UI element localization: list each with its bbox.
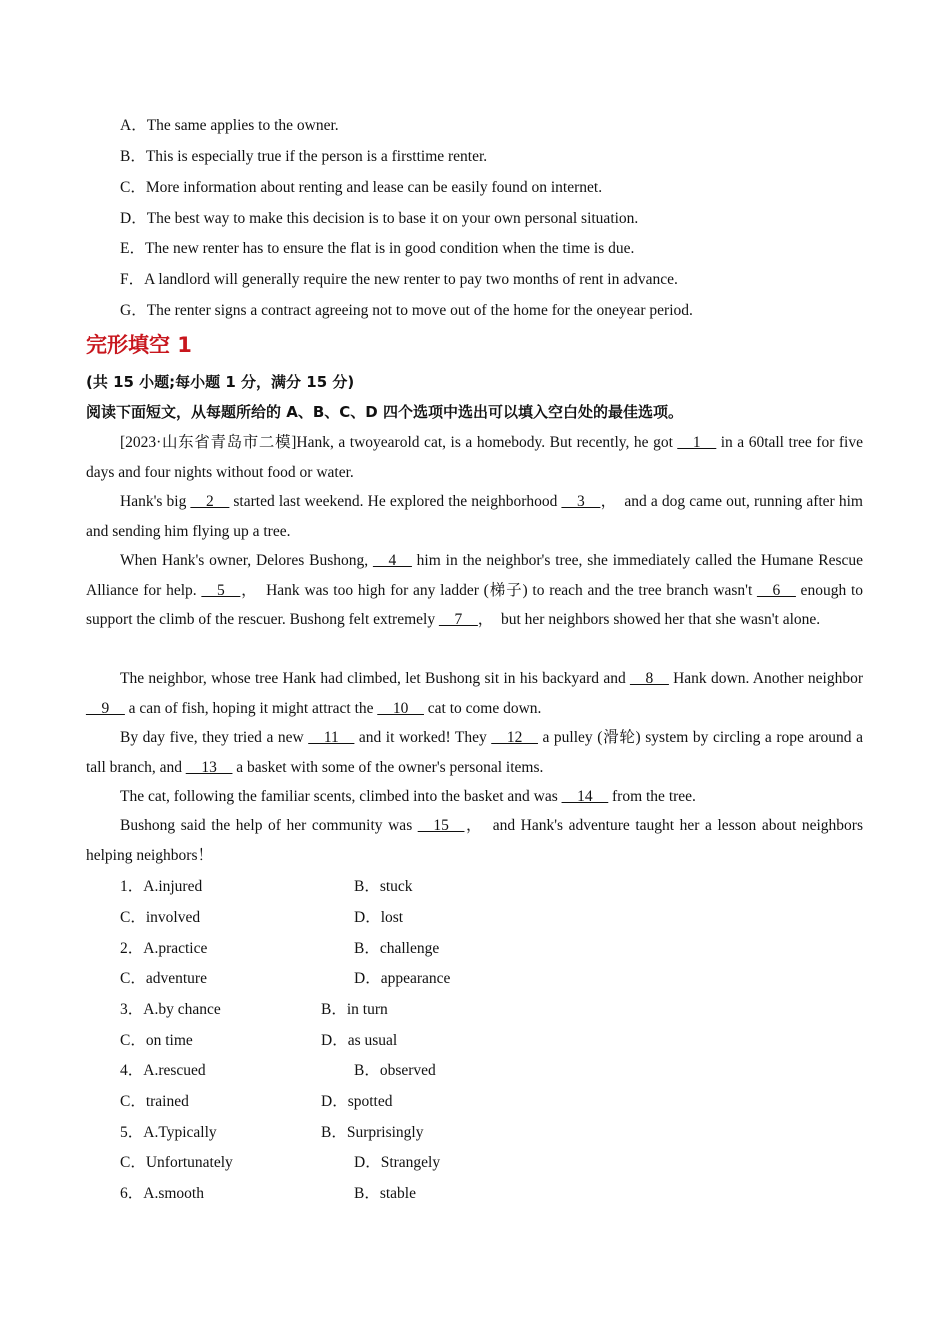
blank-7: __7__	[438, 611, 478, 628]
passage-text: enough to support the climb of the rescuer. Bushong felt extremely	[86, 581, 864, 628]
blank-6: __6__	[757, 581, 796, 599]
choice-5-d: D．Strangely	[354, 1154, 441, 1171]
choice-2-c: C．adventure	[120, 970, 207, 987]
choice-5-b: B．Surprisingly	[321, 1124, 424, 1141]
passage-text: Bushong said the help of her community was	[120, 817, 418, 834]
passage-text: a can of fish, hoping it might attract the	[124, 699, 378, 717]
choice-1-d: D．lost	[354, 909, 404, 926]
choice-6-a: 6．A.smooth	[120, 1185, 204, 1202]
choice-2-d: D．appearance	[354, 970, 451, 987]
section-title: 完形填空 1	[86, 333, 192, 357]
blank-3: __3__	[561, 493, 601, 510]
passage-text: [2023·山东省青岛市二模]Hank, a twoyearold cat, is a homebody. But recently, he got	[120, 434, 678, 451]
choice-3-b: B．in turn	[321, 1001, 388, 1018]
option-line: D．The best way to make this decision is to base it on your own personal situation.	[120, 210, 639, 227]
choice-1-a: 1．A.injured	[120, 878, 203, 895]
passage-paragraph-2	[86, 487, 863, 546]
passage-paragraph-7	[86, 811, 863, 870]
choice-2-b: B．challenge	[354, 940, 440, 957]
passage-text: in a 60tall tree for five days and four nights without food or water.	[86, 434, 863, 481]
passage-text: By day five, they tried a new	[120, 729, 309, 746]
choice-5-a: 5．A.Typically	[120, 1124, 217, 1141]
blank-13: __13__	[185, 758, 233, 776]
blank-4: __4__	[373, 552, 412, 569]
choice-5-c: C．Unfortunately	[120, 1154, 233, 1171]
option-line: A．The same applies to the owner.	[120, 117, 339, 134]
blank-11: __11__	[308, 729, 355, 746]
passage-paragraph-1	[86, 428, 863, 487]
option-line: G．The renter signs a contract agreeing not to move out of the home for the oneyear period.	[120, 302, 693, 319]
option-line: E．The new renter has to ensure the flat is in good condition when the time is due.	[120, 240, 635, 257]
blank-5: __5__	[201, 581, 241, 599]
option-line: B．This is especially true if the person is a firsttime renter.	[120, 148, 488, 165]
choice-2-a: 2．A.practice	[120, 940, 208, 957]
blank-10: __10__	[377, 699, 424, 717]
passage-text: When Hank's owner, Delores Bushong,	[120, 552, 374, 569]
blank-1: __1__	[677, 434, 717, 451]
passage-text: The neighbor, whose tree Hank had climbed, let Bushong sit in his backyard and	[120, 670, 631, 687]
passage-paragraph-5	[86, 723, 863, 782]
section-instruction: 阅读下面短文，从每题所给的 A、B、C、D 四个选项中选出可以填入空白处的最佳选项。	[86, 403, 683, 421]
blank-12: __12__	[491, 729, 538, 746]
blank-14: __14__	[561, 788, 609, 805]
choice-4-d: D．spotted	[321, 1093, 393, 1110]
passage-paragraph-3	[86, 546, 863, 635]
blank-8: __8__	[630, 670, 669, 687]
passage-paragraph-4	[86, 664, 863, 723]
choice-3-a: 3．A.by chance	[120, 1001, 221, 1018]
passage-text: ， but her neighbors showed her that she wasn't alone.	[477, 611, 821, 628]
passage-paragraph-6	[86, 782, 863, 812]
passage-text: started last weekend. He explored the neighborhood	[229, 493, 562, 510]
passage-text: ， and Hank's adventure taught her a lesson about neighbors helping neighbors！	[86, 817, 863, 864]
passage-text: him in the neighbor's tree, she immediately called the Humane Rescue Alliance for help.	[86, 552, 863, 599]
choice-3-d: D．as usual	[321, 1032, 398, 1049]
choice-4-a: 4．A.rescued	[120, 1062, 206, 1079]
blank-9: __9__	[86, 699, 125, 717]
passage-text: a pulley (滑轮) system by circling a rope around a tall branch, and	[86, 729, 863, 776]
choice-4-b: B．observed	[354, 1062, 436, 1079]
passage-text: Hank's big	[120, 493, 191, 510]
passage-text: cat to come down.	[423, 699, 542, 717]
passage-text: The cat, following the familiar scents, climbed into the basket and was	[120, 788, 562, 805]
choice-6-b: B．stable	[354, 1185, 416, 1202]
option-line: F．A landlord will generally require the new renter to pay two months of rent in advance.	[120, 271, 678, 288]
passage-text: ， and a dog came out, running after him and sending him flying up a tree.	[86, 493, 863, 540]
passage-text: ， Hank was too high for any ladder (梯子) to reach and the tree branch wasn't	[240, 581, 758, 599]
choice-3-c: C．on time	[120, 1032, 193, 1049]
passage-text: and it worked! They	[354, 729, 492, 746]
blank-15: __15__	[417, 817, 465, 834]
section-note: (共 15 小题;每小题 1 分，满分 15 分)	[86, 373, 355, 391]
choice-1-b: B．stuck	[354, 878, 413, 895]
choice-1-c: C．involved	[120, 909, 201, 926]
choice-4-c: C．trained	[120, 1093, 189, 1110]
blank-2: __2__	[190, 493, 230, 510]
passage-text: from the tree.	[608, 788, 696, 805]
passage-text: a basket with some of the owner's personal items.	[232, 758, 544, 776]
option-line: C．More information about renting and lease can be easily found on internet.	[120, 179, 603, 196]
passage-text: Hank down. Another neighbor	[668, 670, 863, 687]
